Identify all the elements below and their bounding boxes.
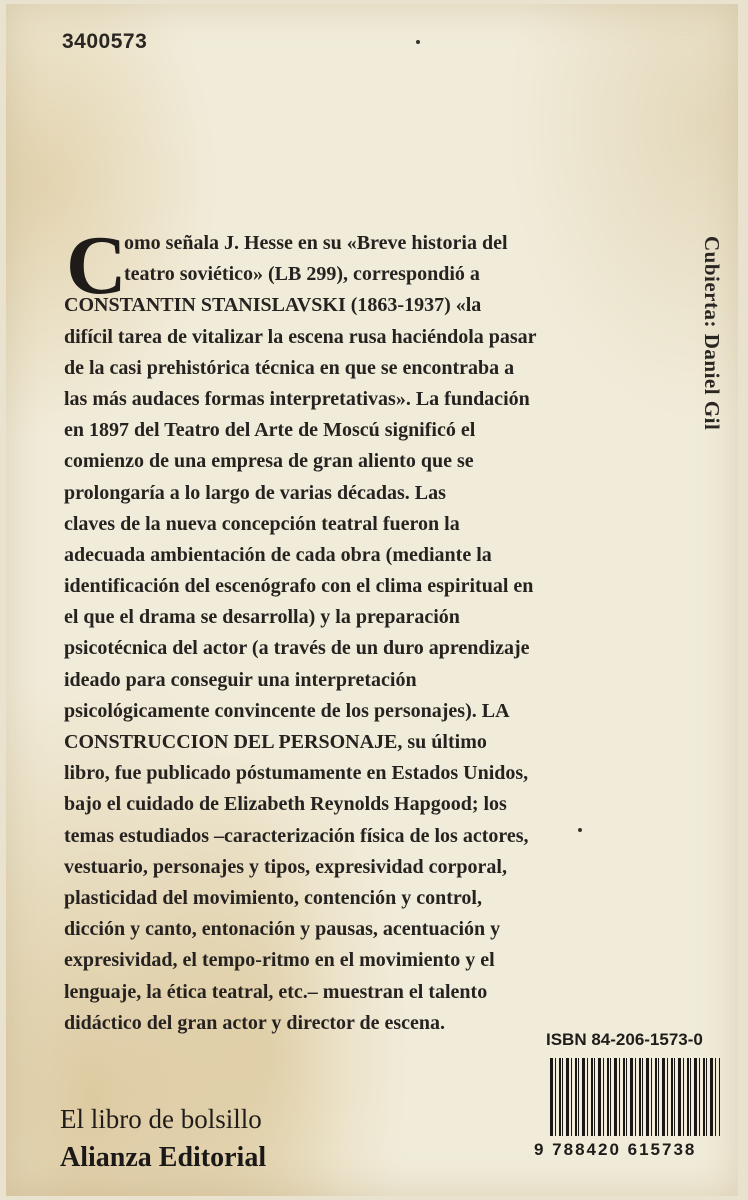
synopsis-line: temas estudiados –caracterización física de los actores, bbox=[64, 824, 529, 847]
barcode bbox=[550, 1058, 720, 1136]
synopsis-line: el que el drama se desarrolla) y la preparación bbox=[64, 606, 460, 629]
synopsis-line: psicológicamente convincente de los personajes). LA bbox=[64, 699, 510, 722]
synopsis-line: de la casi prehistórica técnica en que se encontraba a bbox=[64, 356, 515, 379]
synopsis-line: libro, fue publicado póstumamente en Estados Unidos, bbox=[64, 762, 529, 785]
cover-credit: Cubierta: Daniel Gil bbox=[700, 236, 724, 431]
synopsis-line: ideado para conseguir una interpretación bbox=[64, 668, 417, 691]
synopsis-line: plasticidad del movimiento, contención y control, bbox=[64, 886, 482, 909]
drop-cap: C bbox=[66, 219, 127, 312]
synopsis-line: difícil tarea de vitalizar la escena rusa haciéndola pasar bbox=[64, 325, 537, 348]
synopsis-line: CONSTRUCCION DEL PERSONAJE, su último bbox=[64, 731, 487, 753]
synopsis-line: identificación del escenógrafo con el clima espiritual en bbox=[64, 575, 534, 598]
synopsis-line: dicción y canto, entonación y pausas, acentuación y bbox=[64, 918, 501, 941]
series-name: El libro de bolsillo bbox=[60, 1104, 262, 1134]
synopsis-line: las más audaces formas interpretativas». La fundación bbox=[64, 387, 530, 410]
isbn-number: ISBN 84-206-1573-0 bbox=[546, 1030, 703, 1049]
synopsis-line: prolongaría a lo largo de varias décadas. Las bbox=[64, 481, 446, 504]
synopsis-text bbox=[64, 219, 620, 1039]
synopsis-line: CONSTANTIN STANISLAVSKI (1863-1937) «la bbox=[64, 294, 482, 317]
publisher-name: Alianza Editorial bbox=[60, 1142, 267, 1173]
barcode-number: 9 788420 615738 bbox=[534, 1140, 697, 1159]
synopsis-line: vestuario, personajes y tipos, expresividad corporal, bbox=[64, 855, 507, 878]
synopsis-line: didáctico del gran actor y director de escena. bbox=[64, 1011, 446, 1034]
synopsis-line: teatro soviético» (LB 299), correspondió a bbox=[124, 263, 480, 286]
synopsis-line: psicotécnica del actor (a través de un duro aprendizaje bbox=[64, 637, 530, 660]
synopsis-line: lenguaje, la ética teatral, etc.– muestran el talento bbox=[64, 980, 488, 1003]
speck-mark bbox=[416, 40, 420, 44]
synopsis-line: claves de la nueva concepción teatral fueron la bbox=[64, 512, 460, 535]
synopsis-line: comienzo de una empresa de gran aliento que se bbox=[64, 450, 474, 473]
synopsis-line: bajo el cuidado de Elizabeth Reynolds Hapgood; los bbox=[64, 793, 507, 816]
synopsis-line: adecuada ambientación de cada obra (mediante la bbox=[64, 543, 492, 566]
synopsis-line: omo señala J. Hesse en su «Breve historia del bbox=[124, 232, 508, 254]
catalog-code: 3400573 bbox=[62, 30, 148, 53]
synopsis-line: expresividad, el tempo-ritmo en el movimiento y el bbox=[64, 949, 495, 972]
synopsis-line: en 1897 del Teatro del Arte de Moscú significó el bbox=[64, 419, 476, 442]
